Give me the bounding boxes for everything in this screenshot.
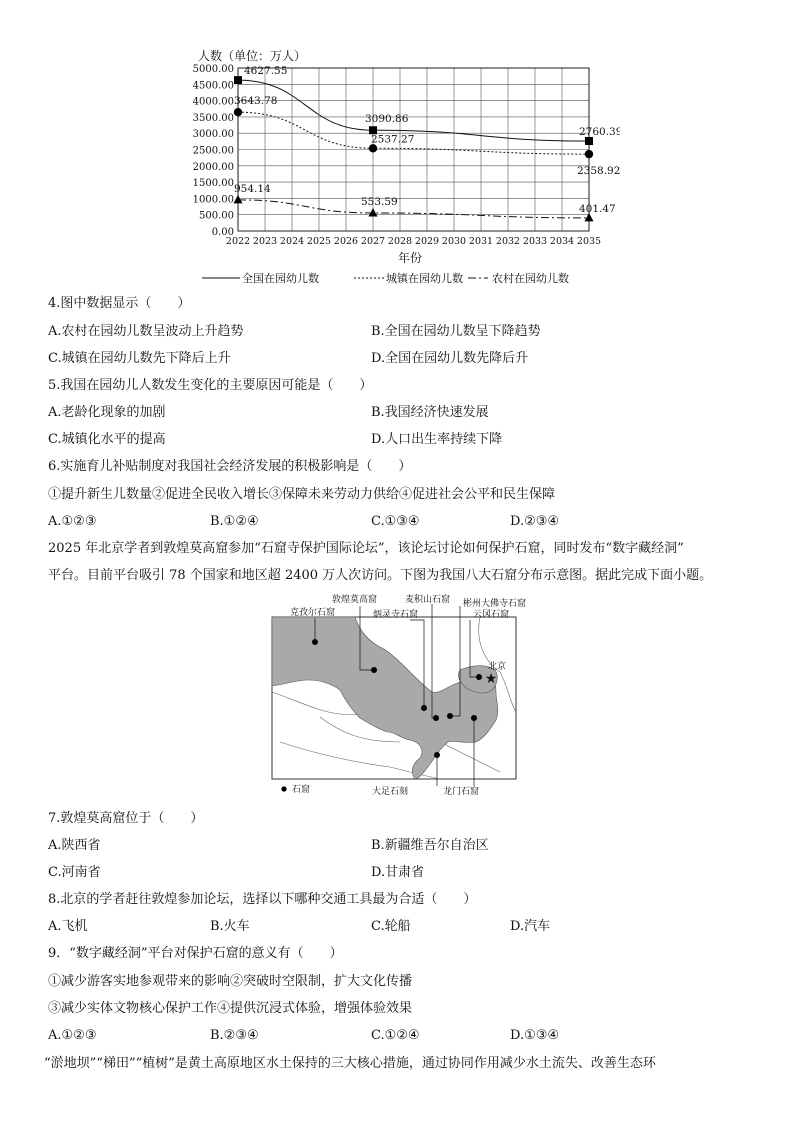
x-tick-label: 2025 xyxy=(306,236,332,247)
y-tick-label: 1500.00 xyxy=(192,178,234,190)
x-tick-label: 2032 xyxy=(495,236,521,247)
data-label: 4627.55 xyxy=(244,65,288,78)
q4-option-a[interactable]: A.农村在园幼儿数呈波动上升趋势 xyxy=(48,324,244,339)
y-tick-label: 4000.00 xyxy=(192,96,234,108)
x-tick-label: 2035 xyxy=(576,236,602,247)
x-ticks xyxy=(226,236,601,247)
label-beijing: 北京 xyxy=(488,662,507,672)
q4-option-c[interactable]: C.城镇在园幼儿数先下降后上升 xyxy=(48,351,231,366)
q4-option-d[interactable]: D.全国在园幼儿数先降后升 xyxy=(371,351,529,366)
label-dazu: 大足石刻 xyxy=(372,787,409,797)
intro1-line2: 平台。目前平台吸引 78 个国家和地区超 2400 万人次访问。下图为我国八大石窟分布示意图。据此完成下面小题。 xyxy=(48,568,713,583)
legend-item-urban: 城镇在园幼儿数 xyxy=(386,272,463,285)
y-tick-label: 1000.00 xyxy=(192,194,234,206)
data-point-marker xyxy=(234,76,242,84)
q6-stem: 6.实施育儿补贴制度对我国社会经济发展的积极影响是（ ） xyxy=(48,459,412,474)
data-point-marker xyxy=(234,108,242,116)
label-yungang: 云冈石窟 xyxy=(473,610,510,620)
q8-stem: 8.北京的学者赶往敦煌参加论坛，选择以下哪种交通工具最为合适（ ） xyxy=(48,892,477,907)
label-binzhou: 彬州大佛寺石窟 xyxy=(463,599,527,609)
q8-option-c[interactable]: C.轮船 xyxy=(371,919,411,934)
grottoes-map xyxy=(260,592,528,800)
label-bingling: 炳灵寺石窟 xyxy=(373,610,419,620)
q7-stem: 7.敦煌莫高窟位于（ ） xyxy=(48,811,204,826)
data-label: 2760.39 xyxy=(579,126,620,139)
data-label: 2537.27 xyxy=(371,133,415,146)
y-tick-label: 5000.00 xyxy=(192,64,234,75)
label-longmen: 龙门石窟 xyxy=(443,787,480,797)
map-svg xyxy=(260,592,528,800)
y-tick-label: 3500.00 xyxy=(192,112,234,124)
data-label: 3090.86 xyxy=(365,113,409,126)
q9-items-1: ①减少游客实地参观带来的影响②突破时空限制，扩大文化传播 xyxy=(48,974,413,989)
x-tick-label: 2030 xyxy=(441,236,467,247)
legend-grotto-dot xyxy=(281,786,286,791)
y-tick-label: 500.00 xyxy=(199,210,234,222)
beijing-star-icon: ★ xyxy=(484,671,498,687)
q9-stem: 9．“数字藏经洞”平台对保护石窟的意义有（ ） xyxy=(48,946,343,961)
data-point-marker xyxy=(585,137,593,145)
x-tick-label: 2031 xyxy=(468,236,494,247)
x-tick-label: 2024 xyxy=(279,236,305,247)
data-label: 401.47 xyxy=(579,202,616,215)
q6-items: ①提升新生儿数量②促进全民收入增长③保障未来劳动力供给④促进社会公平和民生保障 xyxy=(48,487,556,502)
x-tick-label: 2029 xyxy=(414,236,440,247)
x-tick-label: 2023 xyxy=(252,236,278,247)
map-legend-label: 石窟 xyxy=(292,785,311,795)
q6-option-a[interactable]: A.①②③ xyxy=(48,514,97,529)
q6-option-c[interactable]: C.①③④ xyxy=(371,514,420,529)
series-line-2 xyxy=(238,200,589,218)
x-axis-label: 年份 xyxy=(397,251,423,265)
label-mogao: 敦煌莫高窟 xyxy=(332,595,378,605)
data-point-marker xyxy=(369,144,377,152)
chart-svg xyxy=(180,40,620,290)
legend-item-national: 全国在园幼儿数 xyxy=(242,272,319,285)
q4-stem: 4.图中数据显示（ ） xyxy=(48,296,191,311)
q8-option-b[interactable]: B.火车 xyxy=(210,919,250,934)
data-point-marker xyxy=(585,150,593,158)
q9-option-b[interactable]: B.②③④ xyxy=(210,1028,259,1043)
y-axis-label: 人数（单位：万人） xyxy=(198,49,307,63)
q9-option-d[interactable]: D.①③④ xyxy=(510,1028,560,1043)
y-tick-label: 2500.00 xyxy=(192,145,234,157)
data-label: 954.14 xyxy=(234,182,271,195)
q6-option-d[interactable]: D.②③④ xyxy=(510,514,560,529)
label-kizil: 克孜尔石窟 xyxy=(290,608,336,618)
q8-option-a[interactable]: A.飞机 xyxy=(48,919,88,934)
q5-option-b[interactable]: B.我国经济快速发展 xyxy=(371,405,489,420)
data-point-marker xyxy=(234,195,243,204)
y-ticks xyxy=(193,64,234,238)
q5-option-d[interactable]: D.人口出生率持续下降 xyxy=(371,432,503,447)
x-tick-label: 2022 xyxy=(225,236,251,247)
x-tick-label: 2026 xyxy=(333,236,359,247)
series-line-0 xyxy=(238,80,589,141)
q9-option-c[interactable]: C.①②④ xyxy=(371,1028,420,1043)
q7-option-d[interactable]: D.甘肃省 xyxy=(371,865,425,880)
data-label: 2358.92 xyxy=(577,165,620,178)
q7-option-c[interactable]: C.河南省 xyxy=(48,865,101,880)
intro2-line1: “淤地坝”“梯田”“植树”是黄土高原地区水土保持的三大核心措施，通过协同作用减少水土流失、改善生态环 xyxy=(44,1056,656,1071)
data-point-marker xyxy=(369,208,378,217)
q9-option-a[interactable]: A.①②③ xyxy=(48,1028,97,1043)
q5-option-c[interactable]: C.城镇化水平的提高 xyxy=(48,432,166,447)
chart-legend xyxy=(202,270,602,286)
q7-option-b[interactable]: B.新疆维吾尔自治区 xyxy=(371,838,489,853)
intro1-line1: 2025 年北京学者到敦煌莫高窟参加“石窟寺保护国际论坛”，该论坛讨论如何保护石窟，同时发布“数字藏经洞” xyxy=(48,541,684,556)
population-chart xyxy=(180,40,620,290)
y-tick-label: 0.00 xyxy=(211,227,234,238)
q5-stem: 5.我国在园幼儿人数发生变化的主要原因可能是（ ） xyxy=(48,378,373,393)
data-label: 3643.78 xyxy=(234,95,278,108)
x-tick-label: 2027 xyxy=(360,236,386,247)
label-maijishan: 麦积山石窟 xyxy=(405,595,451,605)
x-tick-label: 2033 xyxy=(522,236,548,247)
x-tick-label: 2028 xyxy=(387,236,413,247)
chart-grid xyxy=(238,68,589,231)
x-tick-label: 2034 xyxy=(549,236,575,247)
legend-item-rural: 农村在园幼儿数 xyxy=(492,272,569,285)
y-tick-label: 2000.00 xyxy=(192,161,234,173)
q4-option-b[interactable]: B.全国在园幼儿数呈下降趋势 xyxy=(371,324,541,339)
q7-option-a[interactable]: A.陕西省 xyxy=(48,838,101,853)
q9-items-2: ③减少实体文物核心保护工作④提供沉浸式体验，增强体验效果 xyxy=(48,1001,413,1016)
q8-option-d[interactable]: D.汽车 xyxy=(510,919,551,934)
y-tick-label: 3000.00 xyxy=(192,129,234,141)
q6-option-b[interactable]: B.①②④ xyxy=(210,514,259,529)
data-label: 553.59 xyxy=(361,195,398,208)
y-tick-label: 4500.00 xyxy=(192,80,234,92)
q5-option-a[interactable]: A.老龄化现象的加剧 xyxy=(48,405,166,420)
